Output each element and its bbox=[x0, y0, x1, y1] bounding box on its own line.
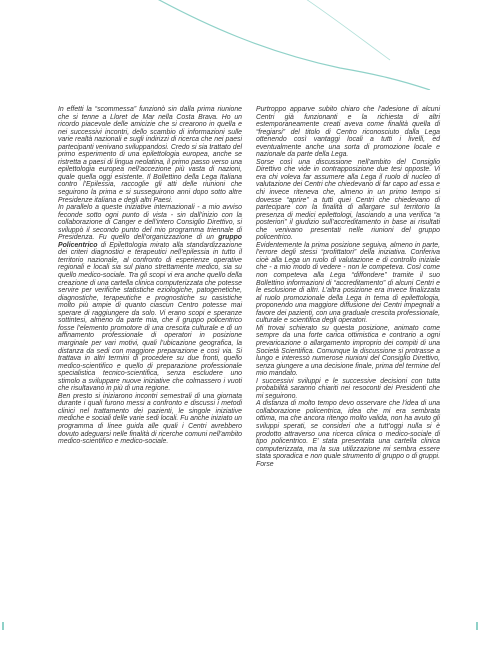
left-column bbox=[58, 106, 242, 446]
paragraph: Sorse così una discussione nell’ambito del Consiglio Direttivo che vide in contrapposizione due tesi opposte. Vi era chi voleva far assumere alla Lega il ruolo di nucleo di valutazione dei Centri che chiedevano di far capo ad essa e chi invece riteneva che, almeno in un primo tempo si dovesse “aprire” a tutti quei Centri che chiedevano di partecipare con la finalità di allargare sul territorio la presenza di medici epilettologi, lasciando a una verifica “a posteriori” il giudizio sull’accreditamento in base ai risultati che venivano presentati nelle riunioni del gruppo policentrico. bbox=[256, 158, 440, 242]
paragraph bbox=[58, 204, 242, 393]
right-column bbox=[256, 106, 440, 468]
bold-term: gruppo Policentrico bbox=[58, 234, 242, 249]
paragraph: Evidentemente la prima posizione seguiva, almeno in parte, l’errore degli stessi “profittatori” della iniziativa. Conferiva cioè alla Lega un ruolo di valutazione e di controllo iniziale che - a mio modo di vedere - non le competeva. Così come non competeva alla Lega “diffondere” tramite il suo Bollettino informazioni di “accreditamento” di alcuni Centri e le esclusione di altri. L’altra posizione era invece finalizzata al ruolo promozionale della Lega in tema di epilettologia, proponendo una maggiore diffusione dei Centri impegnati a favore dei pazienti, con una graduale crescita professionale, culturale e scientifica degli operatori. bbox=[256, 241, 440, 325]
paragraph: A distanza di molto tempo devo osservare che l’idea di una collaborazione policentrica, idea che mi era sembrata ottima, ma che ancora ritengo molto valida, non ha avuto gli sviluppi sperati, se consideri che a tutt’oggi nulla si è prodotto attraverso una ricerca clinica o medico-sociale di tipo policentrico. E’ stata presentata una cartella clinica computerizzata, ma la sua utilizzazione mi sembra essere stata sporadica e non quale strumento di gruppo o di gruppi. Forse bbox=[256, 400, 440, 468]
paragraph: I successivi sviluppi e le successive decisioni con tutta probabilità saranno chiariti nei resoconti dei Presidenti che mi seguirono. bbox=[256, 377, 440, 400]
decorative-swoosh bbox=[0, 0, 480, 90]
paragraph: In effetti la “scommessa” funzionò sin dalla prima riunione che si tenne a Lloret de Mar nella Costa Brava. Ho un ricordo piacevole delle amicizie che si crearono in quella e nei successivi incontri, dello scambio di informazioni sulle varie realtà nazionali e sugli indirizzi di ricerca che nei paesi partecipanti venivano sviluppandosi. Credo si sia trattato del primo esperimento di una epilettologia europea, anche se ristretta a paesi di lingua neolatina, il primo passo verso una epilettologia europea nell’accezione più vasta di nazioni, quale quella oggi esistente. Il Bollettino della Lega Italiana contro l’Epilessia, raccoglie gli atti delle riunioni che seguirono la prima e si susseguirono anni dopo sotto altre Presidenze italiana e degli altri Paesi. bbox=[58, 106, 242, 204]
paragraph: Ben presto si iniziarono incontri semestrali di una giornata durante i quali furono messi a confronto e discussi i metodi clinici nel trattamento dei pazienti, le singole iniziative mediche e sociali delle varie sedi locali. Fu anche iniziato un programma di linee guida alle quali i Centri avrebbero dovuto adeguarsi nelle finalità di ricerche comuni nell’ambito medico-scientifico e medico-sociale. bbox=[58, 392, 242, 446]
paragraph: Mi trovai schierato su questa posizione, animato come sempre da una forte carica ottimistica e contrario a ogni prevaricazione o allargamento improprio dei compiti di una Società Scientifica. Comunque la discussione si protrasse a lungo e interessò numerose riunioni del Consiglio Direttivo, senza giungere a una decisione finale, prima del termine del mio mandato. bbox=[256, 324, 440, 378]
paragraph-text: di Epilettologia mirato alla standardizzazione dei criteri diagnostici e terapeutici nell’epilessia in tutto il territorio nazionale, al confronto di esperienze operative regionali e locali sia sul piano strettamente medico, sia su quello medico-sociale. Tra gli scopi vi era anche quello della creazione di una cartella clinica computerizzata che potesse servire per verifiche statistiche eziologiche, patogenetiche, diagnostiche, terapeutiche e prognostiche su casistiche molto più ampie di quanto ciascun Centro potesse mai sperare di raggiungere da solo. Vi erano scopi e speranze sottintesi, almeno da parte mia, che il gruppo policentrico fosse l’elemento promotore di una crescita culturale e di un affinamento professionale di operatori in posizione marginale per vari motivi, quali l’ubicazione geografica, la distanza da sedi con maggiore preparazione e così via. Si trattava in altri termini di procedere su due fronti, quello medico-scientifico e quello di preparazione professionale specialistica tecnico-scientifica, senza escludere uno stimolo a sviluppare nuove iniziative che colmassero i vuoti che risultavano in più di una regione. bbox=[58, 241, 242, 393]
paragraph: Purtroppo apparve subito chiaro che l’adesione di alcuni Centri già funzionanti e la richiesta di altri estemporaneamente creati aveva come finalità quella di “fregiarsi” del titolo di Centro riconosciuto dalla Lega ottenendo così vantaggi locali a tutti i livelli, ed eventualmente anche una sorta di promozione locale e nazionale da parte della Lega. bbox=[256, 106, 440, 159]
side-mark-left bbox=[2, 622, 4, 630]
paragraph-text: In parallelo a queste iniziative internazionali - a mio avviso feconde sotto ogni punto di vista - sin dall’inizio con la collaborazione di Canger e dell’intero Consiglio Direttivo, si sviluppò il secondo punto del mio programma triennale di Presidenza. Fu quello dell’organizzazione di un bbox=[58, 204, 242, 242]
side-mark-right bbox=[476, 622, 478, 630]
